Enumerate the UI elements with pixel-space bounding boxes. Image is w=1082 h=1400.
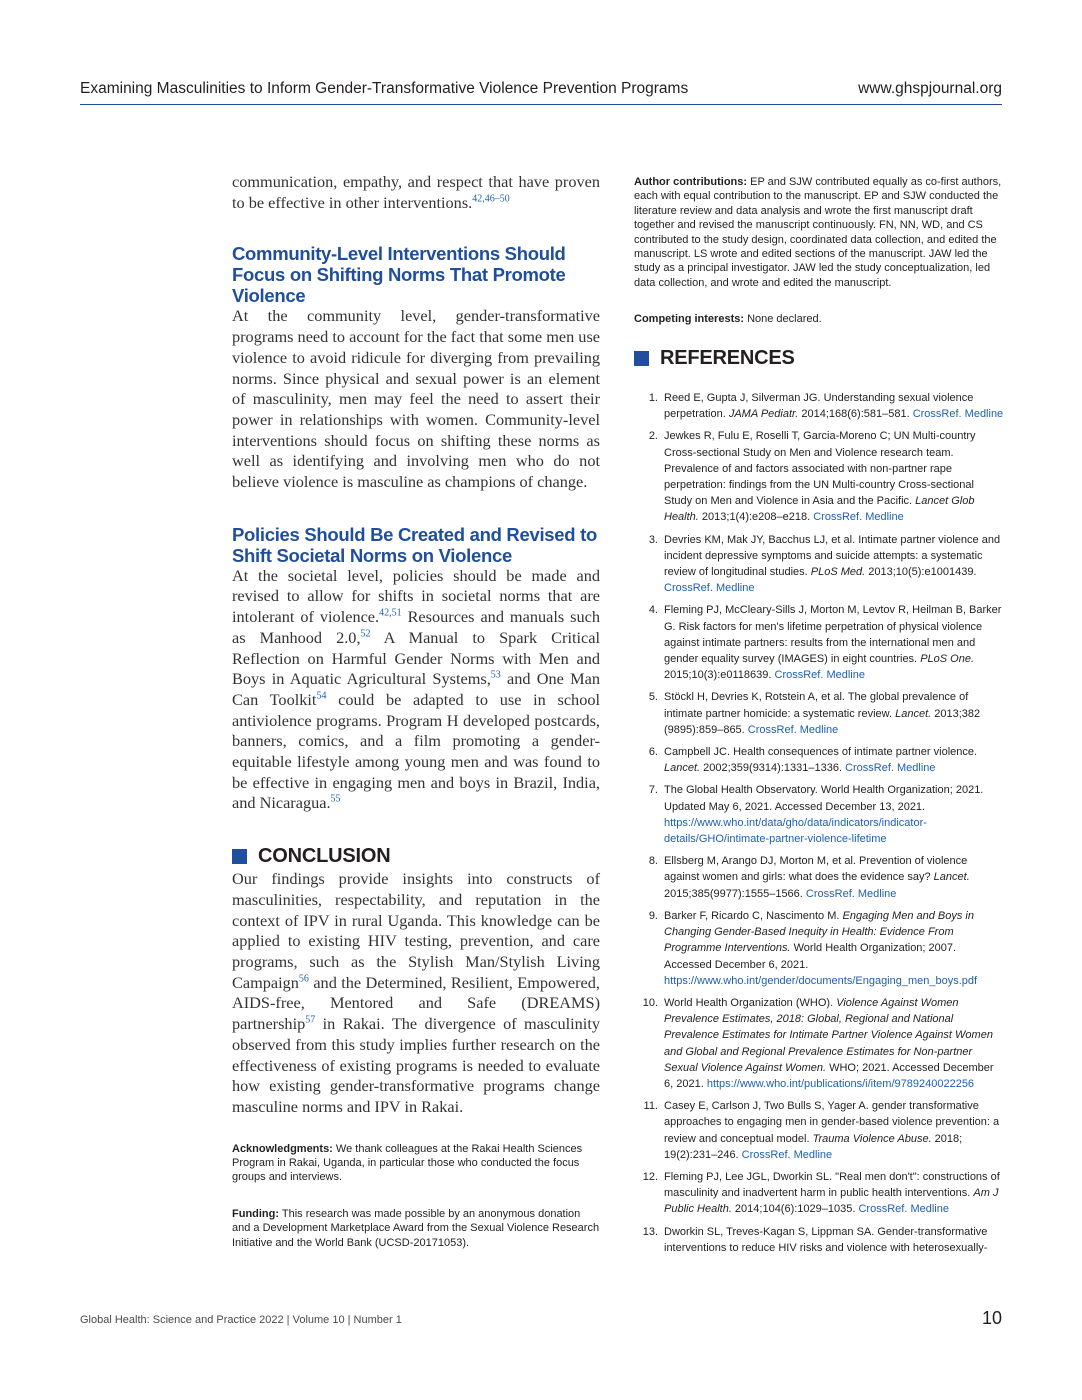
reference-number: 2. bbox=[648, 430, 658, 443]
reference-text: Casey E, Carlson J, Two Bulls S, Yager A. gender transformative approaches to engaging men in gender-based violence prevention: a review and conceptual model. Trauma Violence Abuse. 2018; 19(2):231–246. CrossRef. Medline bbox=[664, 1100, 1000, 1161]
reference-text: Jewkes R, Fulu E, Roselli T, Garcia-Moreno C; UN Multi-country Cross-sectional Study on Men and Violence research team. Prevalence of and factors associated with non-partner rape perpetration: findings from the UN Multi-country Cross-sectional Study on Men and Violence in Asia and the Pacific. Lancet Glob Health. 2013;1(4):e208–e218. CrossRef. Medline bbox=[664, 430, 976, 524]
reference-item bbox=[634, 390, 1004, 422]
left-column bbox=[232, 172, 600, 1250]
citation-link[interactable]: 52 bbox=[360, 628, 371, 640]
page-footer bbox=[80, 1308, 1002, 1332]
citation-link[interactable]: 53 bbox=[490, 669, 501, 681]
reference-text: The Global Health Observatory. World Health Organization; 2021. Updated May 6, 2021. Accessed December 13, 2021. https://www.who.int/data/gho/data/indicators/indicator-details/GHO/intimate-partner-violence-lifetime bbox=[664, 784, 984, 846]
reference-number: 8. bbox=[648, 855, 658, 868]
reference-number: 11. bbox=[643, 1100, 658, 1113]
section-marker-icon bbox=[634, 351, 649, 366]
reference-item bbox=[634, 428, 1004, 525]
reference-text: Dworkin SL, Treves-Kagan S, Lippman SA. Gender-transformative interventions to reduce HIV risks and violence with heterosexually- bbox=[664, 1225, 988, 1254]
reference-link[interactable]: CrossRef. Medline bbox=[741, 1148, 833, 1161]
reference-text: Barker F, Ricardo C, Nascimento M. Engaging Men and Boys in Changing Gender-Based Inequity in Health: Evidence From Programme Interventions. World Health Organization; 2007. Accessed December 6, 2021. https://www.who.int/gender/documents/Engaging_men_boys.pdf bbox=[664, 909, 978, 987]
acknowledgments: Acknowledgments: We thank colleagues at the Rakai Health Sciences Program in Rakai, Uganda, in particular those who conducted the focus groups and interviews. bbox=[232, 1142, 583, 1184]
reference-number: 9. bbox=[648, 909, 658, 922]
citation-link[interactable]: 57 bbox=[305, 1014, 316, 1026]
reference-item bbox=[634, 689, 1004, 738]
conclusion-heading: CONCLUSION bbox=[258, 845, 391, 868]
reference-item bbox=[634, 744, 1004, 776]
reference-number: 1. bbox=[648, 392, 658, 404]
reference-link[interactable]: CrossRef. Medline bbox=[664, 582, 755, 595]
reference-text: Ellsberg M, Arango DJ, Morton M, et al. Prevention of violence against women and girls: what does the evidence say? Lancet. 2015;385(9977):1555–1566. CrossRef. Medline bbox=[664, 855, 970, 900]
reference-number: 4. bbox=[648, 604, 658, 617]
reference-number: 13. bbox=[642, 1225, 658, 1238]
journal-url[interactable]: www.ghspjournal.org bbox=[858, 80, 1002, 97]
reference-link[interactable]: CrossRef. Medline bbox=[805, 887, 897, 900]
reference-item bbox=[634, 1098, 1004, 1163]
running-title: Examining Masculinities to Inform Gender-Transformative Violence Prevention Programs bbox=[80, 80, 689, 97]
reference-number: 12. bbox=[642, 1170, 658, 1183]
reference-link[interactable]: CrossRef. Medline bbox=[774, 669, 865, 682]
reference-item bbox=[634, 1224, 1004, 1256]
reference-link[interactable]: https://www.who.int/data/gho/data/indicators/indicator-details/GHO/intimate-partner-violence-lifetime bbox=[664, 816, 927, 846]
reference-text: Campbell JC. Health consequences of intimate partner violence. Lancet. 2002;359(9314):1331–1336. CrossRef. Medline bbox=[664, 746, 978, 775]
journal-citation: Global Health: Science and Practice 2022 | Volume 10 | Number 1 bbox=[80, 1314, 402, 1326]
reference-link[interactable]: CrossRef. Medline bbox=[912, 408, 1004, 421]
reference-link[interactable]: CrossRef. Medline bbox=[845, 762, 936, 775]
citation-link[interactable]: 42,46–50 bbox=[472, 193, 510, 205]
references-heading: REFERENCES bbox=[660, 346, 795, 369]
competing-interests: Competing interests: None declared. bbox=[634, 313, 822, 326]
reference-number: 3. bbox=[648, 533, 658, 546]
reference-text: Fleming PJ, Lee JGL, Dworkin SL. "Real men don't": constructions of masculinity and inadvertent harm in public health interventions. Am J Public Health. 2014;104(6):1029–1035. CrossRef. Medline bbox=[664, 1170, 1000, 1216]
paragraph-intro: communication, empathy, and respect that have proven to be effective in other interventions.$^{42,46-50}$ bbox=[232, 172, 600, 212]
reference-text: Fleming PJ, McCleary-Sills J, Morton M, Levtov R, Heilman B, Barker G. Risk factors for men's lifetime perpetration of physical violence against intimate partners: results from the international men and gender equality survey (IMAGES) in eight countries. PLoS One. 2015;10(3):e0118639. CrossRef. Medline bbox=[664, 604, 1002, 682]
citation-link[interactable]: 55 bbox=[330, 794, 341, 806]
heading-policies: Policies Should Be Created and Revised to Shift Societal Norms on Violence bbox=[232, 523, 597, 566]
citation-link[interactable]: 54 bbox=[316, 690, 327, 702]
reference-text: Reed E, Gupta J, Silverman JG. Understanding sexual violence perpetration. JAMA Pediatr. 2014;168(6):581–581. CrossRef. Medline bbox=[664, 392, 1004, 421]
paragraph-conclusion: Our findings provide insights into constructs of masculinities, respectability, and reputation in the context of IPV in rural Uganda. This knowledge can be applied to existing HIV testing, prevention, and care programs, such as the Stylish Man/Stylish Living Campaign$^{56}$ and the Determined, Resilient, Empowered, AIDS-free, Mentored and Safe (DREAMS) partnership$^{57}$ in Rakai. The divergence of masculinity observed from this study implies further research on the effectiveness of existing programs is needed to evaluate how existing gender-transformative programs change masculine norms and IPV in Rakai. bbox=[232, 869, 600, 1116]
paragraph-policies: At the societal level, policies should be made and revised to allow for shifts in societal norms that are intolerant of violence.$^{42,51}$ Resources and manuals such as Manhood 2.0,52 A Manual to Spark Critical Reflection on Harmful Gender Norms with Men and Boys in Aquatic Agricultural Systems,$^{53}$ and One Man Can Toolkit$^{54}$ could be adapted to use in school antiviolence programs. Program H developed postcards, banners, comics, and a film promoting a gender-equitable lifestyle among young men and was found to be effective in engaging men and boys in Brazil, India, and Nicaragua.$^{55}$ bbox=[232, 565, 600, 813]
reference-item bbox=[634, 995, 1004, 1092]
header-rule bbox=[80, 104, 1002, 105]
citation-link[interactable]: 42,51 bbox=[379, 607, 402, 619]
right-column bbox=[634, 175, 1004, 370]
reference-text: World Health Organization (WHO). Violence Against Women Prevalence Estimates, 2018: Global, Regional and National Prevalence Estimates for Intimate Partner Violence Against Women and Global and Regional Prevalence Estimates for Non-partner Sexual Violence Against Women. WHO; 2021. Accessed December 6, 2021. https://www.who.int/publications/i/item/9789240022256 bbox=[664, 996, 994, 1090]
author-contributions: Author contributions: EP and SJW contributed equally as co-first authors, each with equal contribution to the manuscript. EP and SJW conducted the literature review and data analysis and wrote the first manuscript draft together and revised the manuscript continuously. FN, NN, WD, and CS contributed to the study design, coordinated data collection, and edited the manuscript. LS wrote and edited sections of the manuscript. JAW led the study as a principal investigator. JAW led the study conceptualization, led data collection, and wrote and edited the manuscript. bbox=[634, 176, 1002, 289]
reference-link[interactable]: CrossRef. Medline bbox=[813, 511, 904, 524]
reference-item bbox=[634, 532, 1004, 597]
section-conclusion bbox=[232, 845, 600, 868]
reference-number: 7. bbox=[648, 784, 658, 797]
funding: Funding: This research was made possible by an anonymous donation and a Development Marketplace Award from the Sexual Violence Research Initiative and the World Bank (UCSD-20171053). bbox=[232, 1207, 600, 1249]
reference-item bbox=[634, 908, 1004, 989]
reference-link[interactable]: https://www.who.int/publications/i/item/9789240022256 bbox=[706, 1077, 975, 1090]
citation-link[interactable]: 56 bbox=[298, 973, 309, 985]
reference-number: 6. bbox=[648, 746, 658, 759]
running-header bbox=[80, 80, 1002, 106]
reference-link[interactable]: CrossRef. Medline bbox=[747, 723, 839, 736]
reference-text: Devries KM, Mak JY, Bacchus LJ, et al. Intimate partner violence and incident depressive symptoms and suicide attempts: a systematic review of longitudinal studies. PLoS Med. 2013;10(5):e1001439. CrossRef. Medline bbox=[664, 533, 1001, 595]
section-marker-icon bbox=[232, 849, 247, 864]
reference-text: Stöckl H, Devries K, Rotstein A, et al. The global prevalence of intimate partner homicide: a systematic review. Lancet. 2013;382 (9895):859–865. CrossRef. Medline bbox=[664, 691, 981, 736]
references-list bbox=[634, 390, 1004, 1262]
heading-community-interventions: Community-Level Interventions Should Focus on Shifting Norms That Promote Violence bbox=[232, 243, 566, 307]
reference-item bbox=[634, 1169, 1004, 1218]
reference-item bbox=[634, 782, 1004, 847]
page-number: 10 bbox=[981, 1308, 1002, 1328]
section-references bbox=[634, 347, 1004, 370]
reference-item bbox=[634, 853, 1004, 902]
reference-link[interactable]: https://www.who.int/gender/documents/Engaging_men_boys.pdf bbox=[664, 974, 978, 987]
reference-item bbox=[634, 602, 1004, 683]
reference-number: 10. bbox=[642, 996, 658, 1009]
paragraph-community: At the community level, gender-transformative programs need to account for the fact that some men use violence to avoid ridicule for diverging from prevailing norms. Since physical and sexual power is an element of masculinity, men may feel the need to assert their power in relationships with women. Community-level interventions should focus on shifting these norms as well as identifying and involving men who do not believe violence is masculine as champions of change. bbox=[232, 306, 601, 492]
reference-link[interactable]: CrossRef. Medline bbox=[858, 1203, 949, 1216]
reference-number: 5. bbox=[648, 691, 658, 704]
